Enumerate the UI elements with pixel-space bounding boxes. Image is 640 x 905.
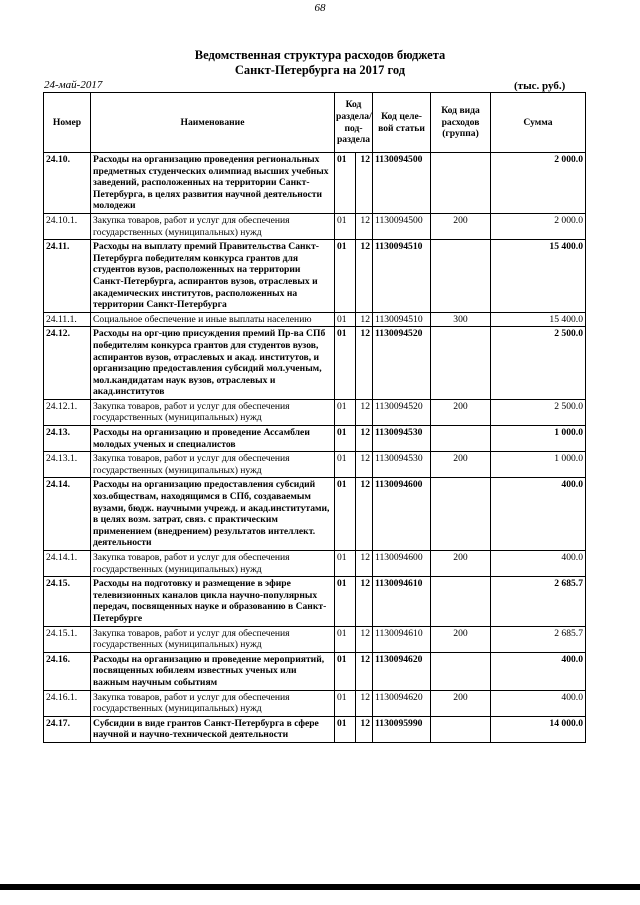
row-number: 24.12. [44, 327, 91, 400]
row-sum: 1 000.0 [491, 452, 586, 478]
row-sum: 2 000.0 [491, 213, 586, 239]
row-name: Закупка товаров, работ и услуг для обеспечения государственных (муниципальных) нужд [91, 213, 335, 239]
table-row [44, 716, 586, 742]
row-sum: 2 500.0 [491, 327, 586, 400]
row-target-code: 1130094620 [373, 652, 431, 690]
row-expense-group [431, 240, 491, 313]
row-number: 24.11.1. [44, 312, 91, 327]
row-number: 24.10.1. [44, 213, 91, 239]
row-sum: 400.0 [491, 652, 586, 690]
row-expense-group: 200 [431, 399, 491, 425]
row-name: Закупка товаров, работ и услуг для обеспечения государственных (муниципальных) нужд [91, 690, 335, 716]
row-subsection-code: 12 [356, 213, 373, 239]
row-expense-group [431, 153, 491, 214]
row-expense-group: 200 [431, 626, 491, 652]
row-expense-group [431, 478, 491, 551]
row-target-code: 1130094510 [373, 240, 431, 313]
row-target-code: 1130094530 [373, 452, 431, 478]
row-expense-group [431, 426, 491, 452]
row-name: Социальное обеспечение и иные выплаты населению [91, 312, 335, 327]
table-row [44, 153, 586, 214]
row-target-code: 1130094520 [373, 399, 431, 425]
row-number: 24.12.1. [44, 399, 91, 425]
document-title [0, 48, 640, 78]
row-name: Закупка товаров, работ и услуг для обеспечения государственных (муниципальных) нужд [91, 551, 335, 577]
row-number: 24.15.1. [44, 626, 91, 652]
table-row [44, 690, 586, 716]
header-name: Наименование [91, 93, 335, 153]
row-expense-group: 200 [431, 213, 491, 239]
date-stamp: 24-май-2017 [44, 79, 103, 91]
row-number: 24.10. [44, 153, 91, 214]
row-sum: 15 400.0 [491, 240, 586, 313]
table-row [44, 652, 586, 690]
row-subsection-code: 12 [356, 716, 373, 742]
row-section-code: 01 [335, 452, 356, 478]
page-number: 68 [314, 2, 326, 14]
row-number: 24.16.1. [44, 690, 91, 716]
row-section-code: 01 [335, 399, 356, 425]
table-row [44, 577, 586, 626]
row-subsection-code: 12 [356, 312, 373, 327]
header-section: Код раздела/ под-раздела [335, 93, 373, 153]
row-name: Расходы на организацию и проведение Ассамблеи молодых ученых и специалистов [91, 426, 335, 452]
row-number: 24.13.1. [44, 452, 91, 478]
row-section-code: 01 [335, 327, 356, 400]
row-sum: 2 685.7 [491, 626, 586, 652]
units-label: (тыс. руб.) [514, 80, 566, 92]
row-section-code: 01 [335, 312, 356, 327]
row-target-code: 1130094600 [373, 478, 431, 551]
row-number: 24.15. [44, 577, 91, 626]
row-name: Закупка товаров, работ и услуг для обеспечения государственных (муниципальных) нужд [91, 399, 335, 425]
header-group: Код вида расходов (группа) [431, 93, 491, 153]
row-expense-group [431, 716, 491, 742]
row-name: Расходы на подготовку и размещение в эфире телевизионных каналов цикла научно-популярных передач, посвященных науке и образованию в Санкт-Петербурге [91, 577, 335, 626]
row-number: 24.13. [44, 426, 91, 452]
table-row [44, 426, 586, 452]
row-sum: 400.0 [491, 551, 586, 577]
budget-table [43, 92, 586, 743]
row-target-code: 1130094500 [373, 213, 431, 239]
row-subsection-code: 12 [356, 153, 373, 214]
row-subsection-code: 12 [356, 690, 373, 716]
row-number: 24.16. [44, 652, 91, 690]
row-subsection-code: 12 [356, 399, 373, 425]
title-line-1: Ведомственная структура расходов бюджета [194, 48, 446, 62]
row-expense-group [431, 577, 491, 626]
row-target-code: 1130094520 [373, 327, 431, 400]
row-name: Расходы на выплату премий Правительства Санкт-Петербурга победителям конкурса грантов для студентов вузов, расположенных на территории Санкт-Петербурга, аспирантов вузов, отраслевых и академических институтов, расположенных на территории Санкт-Петербурга [91, 240, 335, 313]
row-name: Закупка товаров, работ и услуг для обеспечения государственных (муниципальных) нужд [91, 452, 335, 478]
row-expense-group: 200 [431, 452, 491, 478]
row-subsection-code: 12 [356, 327, 373, 400]
row-target-code: 1130094610 [373, 577, 431, 626]
row-subsection-code: 12 [356, 551, 373, 577]
row-section-code: 01 [335, 153, 356, 214]
row-sum: 15 400.0 [491, 312, 586, 327]
table-row [44, 551, 586, 577]
row-subsection-code: 12 [356, 452, 373, 478]
row-section-code: 01 [335, 240, 356, 313]
bottom-border [0, 884, 640, 890]
row-sum: 14 000.0 [491, 716, 586, 742]
table-row [44, 626, 586, 652]
header-sum: Сумма [491, 93, 586, 153]
row-target-code: 1130094610 [373, 626, 431, 652]
row-target-code: 1130095990 [373, 716, 431, 742]
header-number: Номер [44, 93, 91, 153]
row-name: Расходы на орг-цию присуждения премий Пр-ва СПб победителям конкурса грантов для студентов вузов, аспирантов вузов, отраслевых и акад. институтов, и организацию предоставления субсидий мол.ученым, мол.кандидатам наук вузов, отраслевых и акад.институтов [91, 327, 335, 400]
row-subsection-code: 12 [356, 626, 373, 652]
row-sum: 400.0 [491, 690, 586, 716]
table-row [44, 327, 586, 400]
table-row [44, 213, 586, 239]
row-expense-group [431, 652, 491, 690]
row-section-code: 01 [335, 577, 356, 626]
row-section-code: 01 [335, 478, 356, 551]
row-sum: 400.0 [491, 478, 586, 551]
row-number: 24.14. [44, 478, 91, 551]
row-subsection-code: 12 [356, 426, 373, 452]
row-sum: 1 000.0 [491, 426, 586, 452]
row-expense-group [431, 327, 491, 400]
table-row [44, 399, 586, 425]
row-section-code: 01 [335, 213, 356, 239]
table-row [44, 312, 586, 327]
row-name: Расходы на организацию и проведение мероприятий, посвященных юбилеям известных ученых или важным научным событиям [91, 652, 335, 690]
row-target-code: 1130094600 [373, 551, 431, 577]
table-body [44, 153, 586, 743]
row-sum: 2 685.7 [491, 577, 586, 626]
row-number: 24.14.1. [44, 551, 91, 577]
row-section-code: 01 [335, 716, 356, 742]
row-section-code: 01 [335, 426, 356, 452]
row-section-code: 01 [335, 690, 356, 716]
row-subsection-code: 12 [356, 478, 373, 551]
row-name: Субсидии в виде грантов Санкт-Петербурга в сфере научной и научно-технической деятельности [91, 716, 335, 742]
row-name: Расходы на организацию предоставления субсидий хоз.обществам, находящимся в СПб, создаваемым вузами, бюдж. научными учрежд. и акад.институтами, в целях возм. затрат, связ. с практическим применением (внедрением) результатов интеллект. деятельности [91, 478, 335, 551]
row-section-code: 01 [335, 551, 356, 577]
row-expense-group: 200 [431, 690, 491, 716]
row-subsection-code: 12 [356, 577, 373, 626]
row-expense-group: 300 [431, 312, 491, 327]
table-row [44, 478, 586, 551]
row-sum: 2 500.0 [491, 399, 586, 425]
table-row [44, 452, 586, 478]
row-subsection-code: 12 [356, 652, 373, 690]
row-number: 24.17. [44, 716, 91, 742]
row-sum: 2 000.0 [491, 153, 586, 214]
table-row [44, 240, 586, 313]
row-expense-group: 200 [431, 551, 491, 577]
table-header-row [44, 93, 586, 153]
row-number: 24.11. [44, 240, 91, 313]
row-target-code: 1130094620 [373, 690, 431, 716]
row-name: Закупка товаров, работ и услуг для обеспечения государственных (муниципальных) нужд [91, 626, 335, 652]
row-subsection-code: 12 [356, 240, 373, 313]
title-line-2: Санкт-Петербурга на 2017 год [234, 63, 406, 77]
row-target-code: 1130094510 [373, 312, 431, 327]
row-name: Расходы на организацию проведения региональных предметных студенческих олимпиад высших учебных заведений, расположенных на территории Санкт-Петербурга, в целях развития научной деятельности молодежи [91, 153, 335, 214]
row-target-code: 1130094530 [373, 426, 431, 452]
row-section-code: 01 [335, 652, 356, 690]
header-target: Код целе-вой статьи [373, 93, 431, 153]
row-section-code: 01 [335, 626, 356, 652]
row-target-code: 1130094500 [373, 153, 431, 214]
